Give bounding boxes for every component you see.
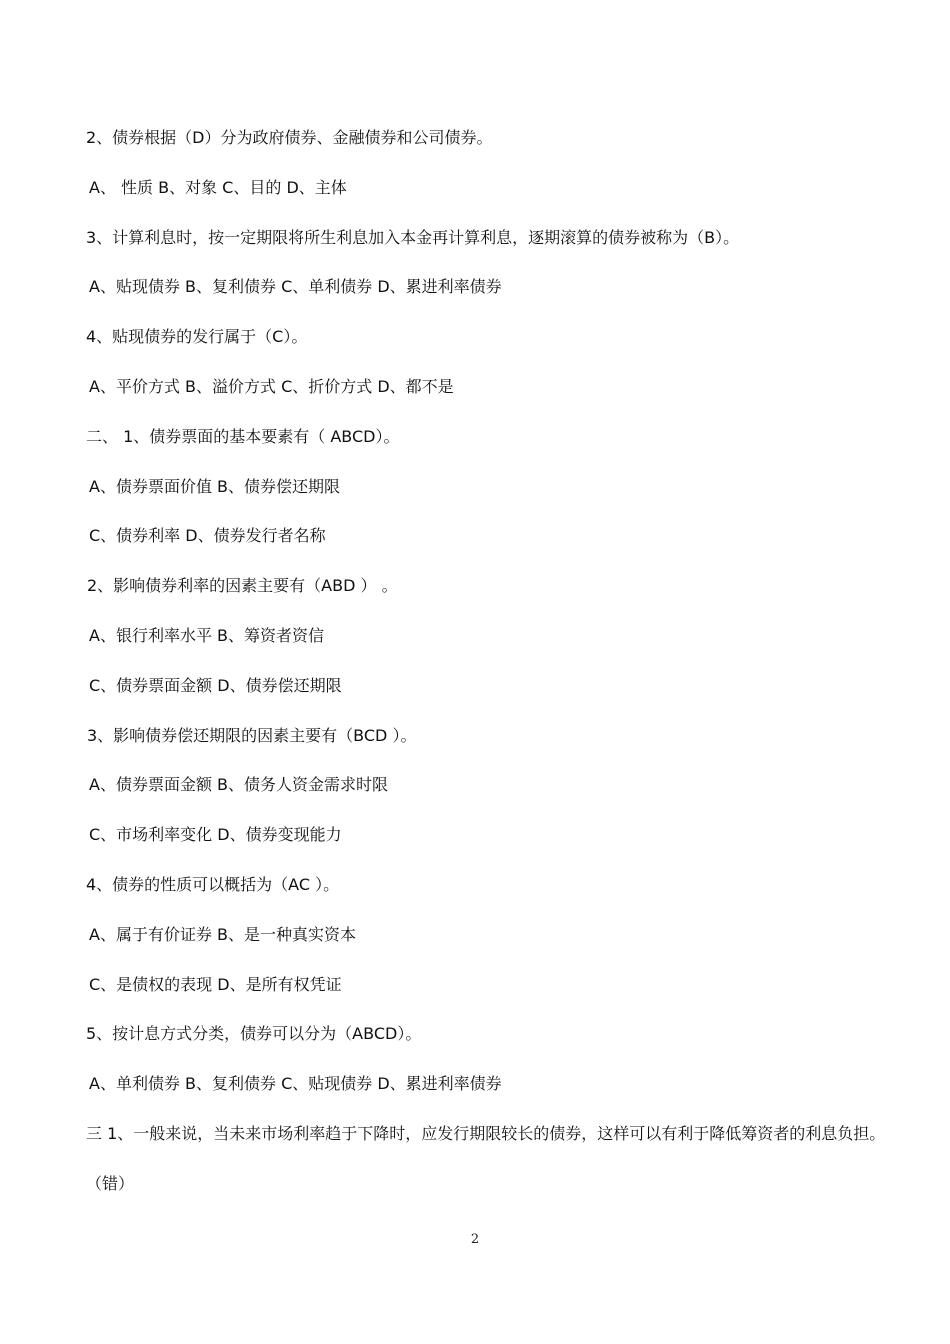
document-body — [86, 124, 916, 1220]
page-number: 2 — [470, 1232, 480, 1247]
question-2-line: 2、债券根据（D）分为政府债券、金融债券和公司债券。 — [86, 128, 493, 147]
section-2-q4-options-cd: C、是债权的表现 D、是所有权凭证 — [89, 974, 342, 994]
section-2-question-1: 二、 1、债券票面的基本要素有（ ABCD）。 — [86, 426, 400, 446]
section-2-q3-options-ab: A、债券票面金额 B、债务人资金需求时限 — [89, 775, 389, 795]
section-2-question-2: 2、影响债券利率的因素主要有（ABD ） 。 — [87, 576, 398, 596]
section-2-q1-options-ab: A、债券票面价值 B、债券偿还期限 — [89, 476, 341, 496]
section-2-q4-options-ab: A、属于有价证券 B、是一种真实资本 — [89, 924, 357, 944]
section-2-question-4: 4、债券的性质可以概括为（AC ）。 — [86, 874, 340, 894]
section-3-question-1: 三 1、一般来说，当未来市场利率趋于下降时，应发行期限较长的债券，这样可以有利于降低筹资者的利息负担。 — [86, 1123, 886, 1143]
section-2-q2-options-cd: C、债券票面金额 D、债券偿还期限 — [89, 675, 342, 695]
section-2-q2-options-ab: A、银行利率水平 B、筹资者资信 — [89, 625, 325, 645]
section-2-q3-options-cd: C、市场利率变化 D、债券变现能力 — [89, 825, 342, 845]
question-2-options: A、 性质 B、对象 C、目的 D、主体 — [89, 177, 347, 197]
section-2-q5-options: A、单利债券 B、复利债券 C、贴现债券 D、累进利率债券 — [89, 1074, 502, 1094]
question-3-options: A、贴现债券 B、复利债券 C、单利债券 D、累进利率债券 — [89, 277, 502, 297]
question-4-options: A、平价方式 B、溢价方式 C、折价方式 D、都不是 — [89, 376, 454, 396]
section-2-q1-options-cd: C、债券利率 D、债券发行者名称 — [89, 526, 326, 546]
section-3-q1-answer: （错） — [86, 1173, 135, 1193]
question-3-line: 3、计算利息时，按一定期限将所生利息加入本金再计算利息，逐期滚算的债券被称为（B）。 — [86, 227, 740, 247]
section-2-question-3: 3、影响债券偿还期限的因素主要有（BCD ）。 — [87, 725, 417, 745]
section-2-question-5: 5、按计息方式分类，债券可以分为（ABCD）。 — [86, 1024, 422, 1044]
question-4-line: 4、贴现债券的发行属于（C）。 — [86, 327, 308, 347]
